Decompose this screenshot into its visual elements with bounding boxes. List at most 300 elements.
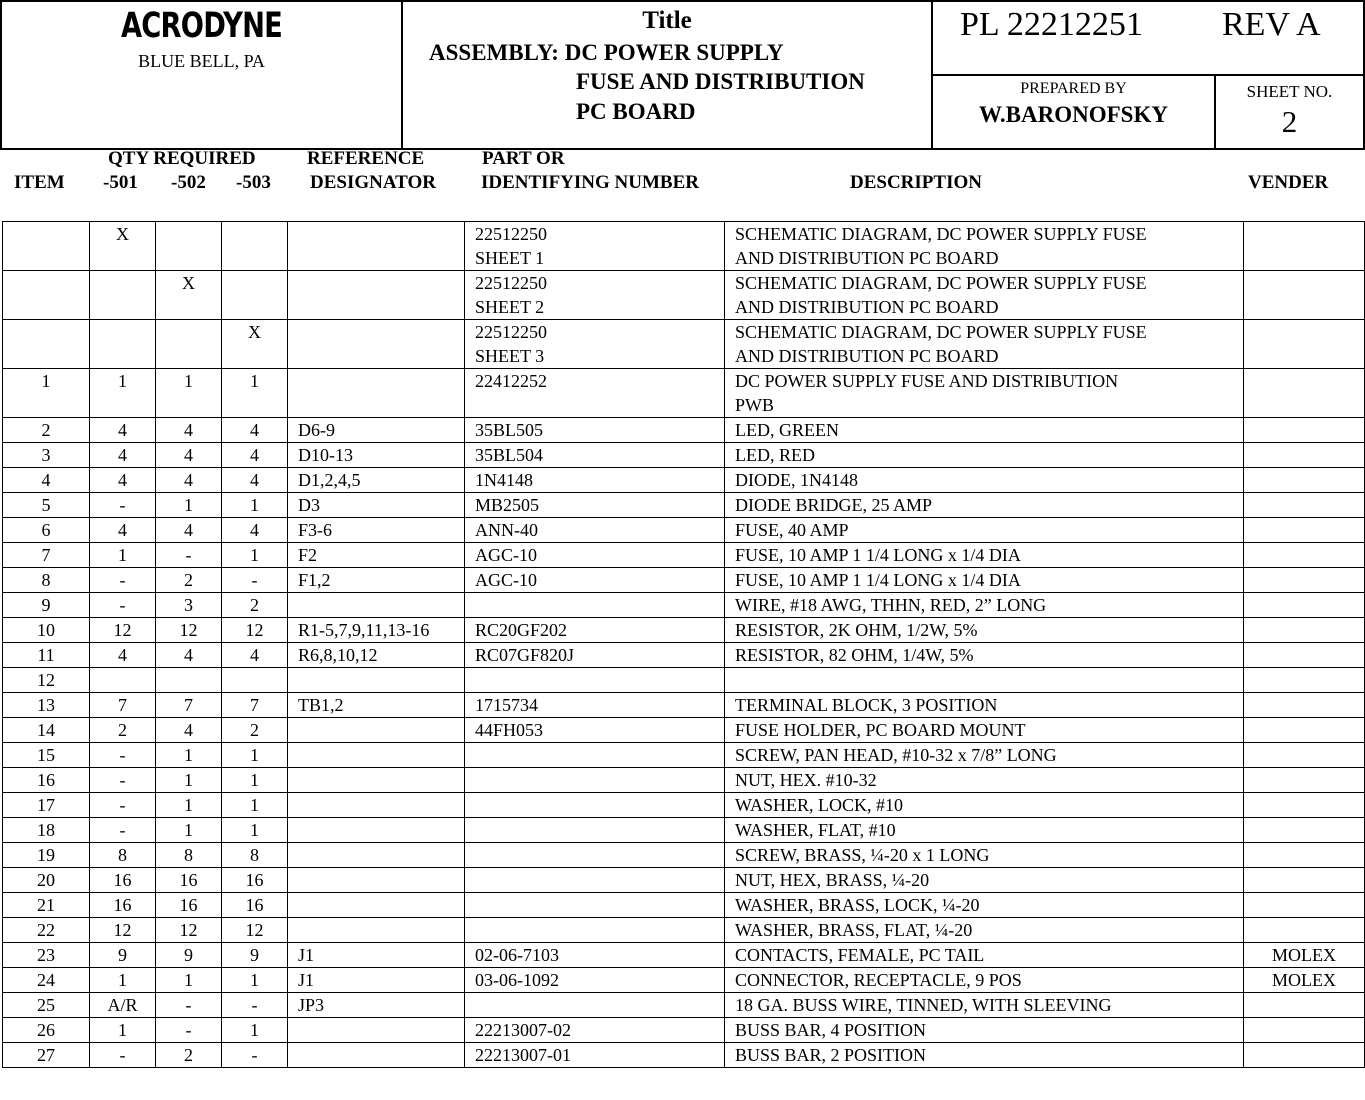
cell-reference-designator xyxy=(288,643,465,668)
cell-part-number xyxy=(465,768,725,793)
cell-item-text: 16 xyxy=(37,770,55,790)
cell-qty-501-text: 4 xyxy=(118,470,127,490)
parts-list-number: PL 22212251 xyxy=(960,6,1143,43)
cell-description-text: CONTACTS, FEMALE, PC TAIL xyxy=(735,945,985,965)
cell-qty-502 xyxy=(156,593,222,618)
cell-vender xyxy=(1244,843,1365,868)
cell-description-text: WIRE, #18 AWG, THHN, RED, 2” LONG xyxy=(735,595,1047,615)
cell-item xyxy=(3,468,90,493)
cell-qty-501 xyxy=(90,493,156,518)
cell-qty-502-text: - xyxy=(185,995,192,1015)
cell-part-number-text: 22512250 xyxy=(475,322,547,342)
cell-description-text: SCHEMATIC DIAGRAM, DC POWER SUPPLY FUSE xyxy=(735,273,1147,293)
cell-reference-designator xyxy=(288,693,465,718)
cell-vender xyxy=(1244,443,1365,468)
cell-item-text: 26 xyxy=(37,1020,55,1040)
cell-reference-designator xyxy=(288,543,465,568)
cell-vender xyxy=(1244,1043,1365,1068)
sheet-number: 2 xyxy=(1281,104,1298,139)
cell-qty-501-text: 9 xyxy=(118,945,127,965)
cell-item-text: 4 xyxy=(41,470,51,490)
cell-vender xyxy=(1244,543,1365,568)
cell-reference-designator xyxy=(288,993,465,1018)
cell-reference-designator xyxy=(288,918,465,943)
cell-qty-501 xyxy=(90,868,156,893)
cell-qty-502 xyxy=(156,768,222,793)
table-row xyxy=(3,369,1365,418)
cell-part-number-text: 1715734 xyxy=(475,695,538,715)
table-row xyxy=(3,693,1365,718)
cell-item xyxy=(3,593,90,618)
cell-item xyxy=(3,518,90,543)
cell-qty-503 xyxy=(222,793,288,818)
header-description: DESCRIPTION xyxy=(850,172,982,193)
cell-part-number-text: ANN-40 xyxy=(475,520,538,540)
cell-item xyxy=(3,369,90,418)
table-row xyxy=(3,568,1365,593)
cell-qty-503-text: 4 xyxy=(250,420,259,440)
cell-vender-text: MOLEX xyxy=(1272,970,1336,990)
cell-part-number-text: 22213007-01 xyxy=(475,1045,571,1065)
cell-qty-502-text: 2 xyxy=(184,1045,193,1065)
cell-vender xyxy=(1244,943,1365,968)
cell-part-number xyxy=(465,693,725,718)
cell-item-text: 7 xyxy=(41,545,51,565)
cell-qty-502-text: 12 xyxy=(179,620,198,640)
cell-vender xyxy=(1244,693,1365,718)
cell-item xyxy=(3,868,90,893)
cell-part-number-text: AGC-10 xyxy=(475,570,537,590)
cell-part-number xyxy=(465,743,725,768)
cell-description xyxy=(725,943,1244,968)
cell-part-number xyxy=(465,618,725,643)
cell-reference-designator xyxy=(288,793,465,818)
cell-description-text: AND DISTRIBUTION PC BOARD xyxy=(735,248,999,268)
cell-reference-designator xyxy=(288,618,465,643)
cell-qty-502 xyxy=(156,718,222,743)
cell-qty-501 xyxy=(90,1018,156,1043)
cell-description xyxy=(725,618,1244,643)
cell-item xyxy=(3,618,90,643)
cell-item-text: 15 xyxy=(37,745,55,765)
cell-reference-designator-text: J1 xyxy=(298,945,315,965)
cell-qty-502-text: 8 xyxy=(184,845,193,865)
cell-description-text: LED, RED xyxy=(735,445,815,465)
cell-part-number xyxy=(465,868,725,893)
cell-vender xyxy=(1244,893,1365,918)
cell-qty-503 xyxy=(222,718,288,743)
cell-item xyxy=(3,843,90,868)
cell-qty-502-text: 1 xyxy=(184,770,193,790)
cell-item-text: 27 xyxy=(37,1045,55,1065)
cell-reference-designator xyxy=(288,893,465,918)
table-row xyxy=(3,543,1365,568)
cell-item-text: 6 xyxy=(41,520,51,540)
cell-qty-502 xyxy=(156,643,222,668)
cell-part-number xyxy=(465,468,725,493)
cell-item-text: 25 xyxy=(37,995,55,1015)
cell-qty-501 xyxy=(90,593,156,618)
cell-item xyxy=(3,1043,90,1068)
cell-item-text: 20 xyxy=(37,870,55,890)
cell-qty-503 xyxy=(222,493,288,518)
cell-qty-503 xyxy=(222,868,288,893)
cell-description-text: 18 GA. BUSS WIRE, TINNED, WITH SLEEVING xyxy=(735,995,1112,1015)
cell-description xyxy=(725,568,1244,593)
cell-qty-503-text: 2 xyxy=(250,595,259,615)
cell-qty-501-text: - xyxy=(119,745,126,765)
cell-qty-503-text: - xyxy=(251,1045,258,1065)
cell-qty-502-text: 1 xyxy=(184,795,193,815)
cell-qty-502 xyxy=(156,843,222,868)
cell-qty-503 xyxy=(222,568,288,593)
header-identifying-number: IDENTIFYING NUMBER xyxy=(481,172,699,193)
cell-qty-501 xyxy=(90,1043,156,1068)
table-row xyxy=(3,668,1365,693)
cell-vender xyxy=(1244,593,1365,618)
cell-item xyxy=(3,1018,90,1043)
cell-description xyxy=(725,818,1244,843)
cell-qty-502 xyxy=(156,868,222,893)
cell-vender xyxy=(1244,668,1365,693)
cell-qty-501 xyxy=(90,418,156,443)
cell-qty-502-text: 1 xyxy=(184,820,193,840)
cell-part-number-text: 22512250 xyxy=(475,224,547,244)
table-row xyxy=(3,868,1365,893)
company-name: ACRODYNE xyxy=(120,6,283,46)
header-qty-required: QTY REQUIRED xyxy=(108,148,256,169)
cell-reference-designator xyxy=(288,668,465,693)
table-row xyxy=(3,443,1365,468)
cell-description xyxy=(725,693,1244,718)
cell-description-text: BUSS BAR, 4 POSITION xyxy=(735,1020,927,1040)
cell-qty-501-text: 16 xyxy=(113,895,132,915)
cell-part-number-text: 35BL504 xyxy=(475,445,544,465)
cell-qty-502 xyxy=(156,668,222,693)
cell-description-text: SCREW, BRASS, ¼-20 x 1 LONG xyxy=(735,845,990,865)
cell-qty-502-text: 4 xyxy=(184,470,193,490)
cell-reference-designator-text: F2 xyxy=(298,545,318,565)
cell-qty-503 xyxy=(222,593,288,618)
cell-qty-501-text: 7 xyxy=(118,695,127,715)
header-designator: DESIGNATOR xyxy=(310,172,436,193)
cell-item-text: 24 xyxy=(37,970,55,990)
cell-vender xyxy=(1244,493,1365,518)
table-row xyxy=(3,320,1365,369)
cell-qty-502-text: 4 xyxy=(184,520,193,540)
cell-reference-designator xyxy=(288,593,465,618)
cell-qty-502-text: 16 xyxy=(179,870,198,890)
cell-qty-503 xyxy=(222,222,288,271)
cell-vender xyxy=(1244,993,1365,1018)
cell-part-number xyxy=(465,1018,725,1043)
cell-reference-designator-text: R6,8,10,12 xyxy=(298,645,378,665)
cell-qty-502 xyxy=(156,993,222,1018)
cell-qty-501-text: - xyxy=(119,1045,126,1065)
table-row xyxy=(3,918,1365,943)
cell-qty-503 xyxy=(222,1018,288,1043)
cell-qty-501 xyxy=(90,993,156,1018)
cell-qty-503-text: 1 xyxy=(250,795,259,815)
cell-reference-designator xyxy=(288,868,465,893)
cell-qty-502-text: 1 xyxy=(184,495,193,515)
cell-qty-501-text: 12 xyxy=(113,620,132,640)
cell-qty-501 xyxy=(90,918,156,943)
cell-part-number xyxy=(465,543,725,568)
cell-item-text: 19 xyxy=(37,845,55,865)
cell-description xyxy=(725,443,1244,468)
table-row xyxy=(3,643,1365,668)
prepared-by-label: PREPARED BY xyxy=(1020,80,1127,97)
cell-part-number-text: SHEET 3 xyxy=(475,346,545,366)
header-part-or: PART OR xyxy=(482,148,565,169)
cell-description xyxy=(725,643,1244,668)
cell-description-text: PWB xyxy=(735,395,775,415)
cell-part-number-text: 02-06-7103 xyxy=(475,945,559,965)
cell-part-number xyxy=(465,518,725,543)
cell-reference-designator-text: D1,2,4,5 xyxy=(298,470,361,490)
cell-qty-503 xyxy=(222,918,288,943)
cell-item-text: 22 xyxy=(37,920,55,940)
cell-item xyxy=(3,271,90,320)
cell-description-text: WASHER, BRASS, FLAT, ¼-20 xyxy=(735,920,973,940)
cell-description xyxy=(725,718,1244,743)
cell-reference-designator xyxy=(288,271,465,320)
cell-qty-501 xyxy=(90,643,156,668)
cell-description-text: RESISTOR, 82 OHM, 1/4W, 5% xyxy=(735,645,974,665)
cell-item xyxy=(3,643,90,668)
cell-qty-503 xyxy=(222,418,288,443)
revision-label: REV A xyxy=(1222,6,1321,43)
cell-qty-501 xyxy=(90,518,156,543)
cell-reference-designator-text: F1,2 xyxy=(298,570,331,590)
cell-part-number-text: SHEET 2 xyxy=(475,297,545,317)
cell-description-text: BUSS BAR, 2 POSITION xyxy=(735,1045,927,1065)
cell-qty-501-text: 2 xyxy=(118,720,127,740)
cell-item-text: 23 xyxy=(37,945,55,965)
cell-qty-503 xyxy=(222,943,288,968)
cell-part-number xyxy=(465,843,725,868)
cell-vender xyxy=(1244,568,1365,593)
cell-qty-502-text: - xyxy=(185,1020,192,1040)
cell-qty-502-text: 1 xyxy=(184,970,193,990)
cell-qty-501 xyxy=(90,668,156,693)
cell-vender xyxy=(1244,320,1365,369)
table-row xyxy=(3,768,1365,793)
cell-qty-503 xyxy=(222,468,288,493)
cell-qty-501 xyxy=(90,320,156,369)
cell-qty-501 xyxy=(90,818,156,843)
cell-qty-501 xyxy=(90,893,156,918)
cell-qty-503 xyxy=(222,818,288,843)
cell-part-number xyxy=(465,593,725,618)
assembly-title-line: ASSEMBLY: DC POWER SUPPLY xyxy=(429,40,784,65)
cell-description xyxy=(725,271,1244,320)
cell-description xyxy=(725,222,1244,271)
cell-description xyxy=(725,320,1244,369)
cell-item xyxy=(3,693,90,718)
cell-description-text: DC POWER SUPPLY FUSE AND DISTRIBUTION xyxy=(735,371,1119,391)
table-row xyxy=(3,618,1365,643)
cell-qty-503 xyxy=(222,993,288,1018)
cell-qty-503-text: 1 xyxy=(250,820,259,840)
cell-qty-501-text: 4 xyxy=(118,645,127,665)
cell-qty-501 xyxy=(90,543,156,568)
cell-item xyxy=(3,493,90,518)
cell-reference-designator xyxy=(288,743,465,768)
cell-description-text: SCHEMATIC DIAGRAM, DC POWER SUPPLY FUSE xyxy=(735,224,1147,244)
cell-reference-designator xyxy=(288,320,465,369)
table-row xyxy=(3,493,1365,518)
cell-qty-502-text: 4 xyxy=(184,420,193,440)
header-vender: VENDER xyxy=(1248,172,1329,193)
assembly-title-line: FUSE AND DISTRIBUTION xyxy=(576,69,865,94)
cell-description xyxy=(725,743,1244,768)
cell-qty-501 xyxy=(90,271,156,320)
prepared-by-name: W.BARONOFSKY xyxy=(979,102,1168,127)
cell-qty-501-text: - xyxy=(119,595,126,615)
cell-qty-502 xyxy=(156,918,222,943)
cell-qty-501-text: 1 xyxy=(118,970,127,990)
cell-description-text: AND DISTRIBUTION PC BOARD xyxy=(735,346,999,366)
cell-description-text: TERMINAL BLOCK, 3 POSITION xyxy=(735,695,998,715)
cell-item-text: 3 xyxy=(41,445,51,465)
cell-description xyxy=(725,668,1244,693)
cell-description-text: WASHER, BRASS, LOCK, ¼-20 xyxy=(735,895,980,915)
cell-reference-designator-text: R1-5,7,9,11,13-16 xyxy=(298,620,430,640)
cell-qty-503 xyxy=(222,369,288,418)
cell-item-text: 14 xyxy=(37,720,55,740)
cell-vender xyxy=(1244,743,1365,768)
cell-item xyxy=(3,943,90,968)
cell-reference-designator xyxy=(288,943,465,968)
cell-description xyxy=(725,993,1244,1018)
cell-item xyxy=(3,818,90,843)
cell-item xyxy=(3,718,90,743)
cell-qty-503 xyxy=(222,320,288,369)
cell-qty-503-text: X xyxy=(248,322,261,342)
table-row xyxy=(3,518,1365,543)
cell-description xyxy=(725,518,1244,543)
cell-reference-designator xyxy=(288,768,465,793)
cell-item xyxy=(3,668,90,693)
cell-qty-503-text: 1 xyxy=(250,371,259,391)
cell-item xyxy=(3,743,90,768)
cell-qty-501 xyxy=(90,968,156,993)
cell-part-number xyxy=(465,643,725,668)
cell-description-text: FUSE HOLDER, PC BOARD MOUNT xyxy=(735,720,1026,740)
header-reference: REFERENCE xyxy=(307,148,425,169)
cell-qty-502-text: 9 xyxy=(184,945,193,965)
cell-item-text: 13 xyxy=(37,695,55,715)
cell-description-text: DIODE, 1N4148 xyxy=(735,470,858,490)
cell-description-text: FUSE, 40 AMP xyxy=(735,520,849,540)
cell-qty-502 xyxy=(156,369,222,418)
cell-reference-designator-text: F3-6 xyxy=(298,520,333,540)
cell-part-number-text: RC20GF202 xyxy=(475,620,568,640)
cell-qty-503-text: 1 xyxy=(250,770,259,790)
cell-qty-501-text: 8 xyxy=(118,845,127,865)
cell-part-number xyxy=(465,943,725,968)
cell-qty-503-text: 1 xyxy=(250,1020,259,1040)
cell-qty-502 xyxy=(156,568,222,593)
cell-part-number-text: MB2505 xyxy=(475,495,540,515)
cell-description xyxy=(725,843,1244,868)
cell-part-number xyxy=(465,718,725,743)
cell-part-number-text: 22213007-02 xyxy=(475,1020,571,1040)
cell-reference-designator xyxy=(288,418,465,443)
cell-qty-503 xyxy=(222,443,288,468)
cell-qty-502-text: - xyxy=(185,545,192,565)
cell-reference-designator-text: JP3 xyxy=(298,995,325,1015)
cell-qty-503-text: 2 xyxy=(250,720,259,740)
cell-qty-501-text: 4 xyxy=(118,445,127,465)
cell-description xyxy=(725,918,1244,943)
cell-item xyxy=(3,993,90,1018)
cell-item xyxy=(3,968,90,993)
cell-qty-503-text: 9 xyxy=(250,945,259,965)
cell-qty-502 xyxy=(156,1043,222,1068)
cell-item xyxy=(3,768,90,793)
cell-item xyxy=(3,568,90,593)
cell-qty-503-text: 1 xyxy=(250,970,259,990)
cell-part-number xyxy=(465,443,725,468)
cell-item xyxy=(3,320,90,369)
cell-qty-502 xyxy=(156,418,222,443)
cell-reference-designator-text: D6-9 xyxy=(298,420,335,440)
cell-qty-502-text: 1 xyxy=(184,745,193,765)
cell-description-text: AND DISTRIBUTION PC BOARD xyxy=(735,297,999,317)
cell-qty-502 xyxy=(156,743,222,768)
cell-description-text: CONNECTOR, RECEPTACLE, 9 POS xyxy=(735,970,1022,990)
cell-description xyxy=(725,793,1244,818)
cell-item xyxy=(3,418,90,443)
cell-part-number xyxy=(465,568,725,593)
cell-description-text: LED, GREEN xyxy=(735,420,839,440)
cell-qty-501-text: 16 xyxy=(113,870,132,890)
cell-qty-501 xyxy=(90,443,156,468)
cell-qty-502 xyxy=(156,518,222,543)
cell-vender xyxy=(1244,768,1365,793)
table-row xyxy=(3,1018,1365,1043)
cell-qty-502-text: 12 xyxy=(179,920,198,940)
cell-qty-501-text: X xyxy=(116,224,129,244)
cell-item-text: 21 xyxy=(37,895,55,915)
table-row xyxy=(3,993,1365,1018)
cell-part-number-text: 44FH053 xyxy=(475,720,544,740)
title-label: Title xyxy=(642,7,692,34)
cell-qty-502 xyxy=(156,222,222,271)
cell-qty-502 xyxy=(156,271,222,320)
cell-qty-503-text: 1 xyxy=(250,745,259,765)
cell-part-number xyxy=(465,993,725,1018)
cell-qty-502 xyxy=(156,893,222,918)
cell-qty-501-text: - xyxy=(119,795,126,815)
cell-description xyxy=(725,768,1244,793)
cell-item-text: 5 xyxy=(41,495,51,515)
cell-reference-designator xyxy=(288,222,465,271)
cell-part-number xyxy=(465,271,725,320)
cell-qty-502 xyxy=(156,493,222,518)
cell-part-number xyxy=(465,418,725,443)
cell-qty-501-text: - xyxy=(119,495,126,515)
cell-qty-502 xyxy=(156,543,222,568)
table-row xyxy=(3,718,1365,743)
cell-qty-501-text: - xyxy=(119,820,126,840)
cell-item-text: 9 xyxy=(41,595,51,615)
cell-reference-designator xyxy=(288,718,465,743)
cell-qty-503-text: 4 xyxy=(250,645,259,665)
